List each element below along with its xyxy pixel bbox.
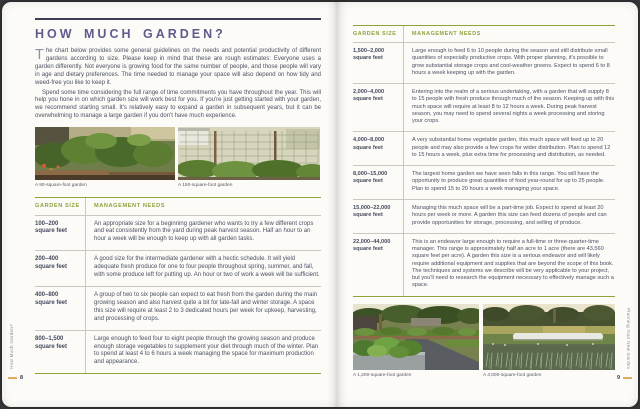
running-margin-text: Planning Your New Garden [626,307,631,369]
size-range: 15,000–22,000 [353,205,391,211]
garden-size-header: GARDEN SIZE [353,31,397,37]
field-garden-rows-image [483,304,615,370]
folio-dash [623,377,632,379]
management-needs-cell: Entering into the realm of a serious undertaking, with a garden that will supply 8 to 15 people with fresh produce through much of the season. Keeping up with this much space will require at least 8 to 12 hours a week. During peak harvest season, you may need to spend several nights a week processing and storing your crops. [403,83,615,131]
management-needs-cell: The largest home garden we have seen falls in this range. You will have the opportunity to produce great quantities of food year-round for up to 25 people. Plan to spend 15 to 20 hours a week managing your space. [403,165,615,199]
management-needs-header: MANAGEMENT NEEDS [85,198,321,214]
book-spread [2,2,638,407]
size-unit: square feet [353,212,383,219]
table-row [35,286,321,330]
size-range: 22,000–44,000 [353,238,391,245]
table-row [353,199,615,233]
raised-bed-garden-image [35,127,175,180]
table-row [353,131,615,165]
management-needs-cell: A group of two to six people can expect to eat fresh from the garden during the main growing season and also harvest quite a bit for late-fall and winter storage. A space this size will require at least 2 to 3 dedicated hours per week for upkeep, harvesting, and processing of crops. [85,286,321,330]
size-range: 800–1,500 [35,335,64,342]
management-needs-cell: Large enough to feed 6 to 10 people during the season and still distribute small quantities of especially productive crops. With proper planning, it's possible to grow substantial storage crops and cool-weather greens. Expect to spend 6 to 8 hours a week keeping up with the garden. [403,42,615,83]
management-needs-cell: A very substantial home vegetable garden, this much space will feed up to 20 people and may also provide a few crops for wider distribution. Plan to spend 12 to 15 hours a week, plus extra time for processing and distribution, as needed. [403,131,615,165]
size-range: 200–400 [35,256,59,263]
size-unit: square feet [353,55,383,62]
intro-paragraph-1 [35,48,321,88]
section-title: HOW MUCH GARDEN? [35,27,226,41]
size-range: 8,000–15,000 [353,171,388,178]
management-needs-header: MANAGEMENT NEEDS [403,26,615,42]
photo-90-square-foot-garden [35,127,175,180]
table-row [353,165,615,199]
size-unit: square feet [35,228,68,235]
table-row [35,330,321,374]
management-needs-cell: This is an endeavor large enough to require a full-time or three-quarter-time manager. This range is approximately half an acre to 1 acre (there are 43,560 square feet per acre). A garden this size is a serious endeavor and will likely require additional equipment and supplies that are beyond the scope of this book. The techniques and systems we describe will be very applicable to your project, but you'll need to research the equipment necessary to effectively manage such a space. [403,233,615,296]
garden-size-cell [35,250,85,286]
size-range: 2,000–4,000 [353,89,385,96]
garden-size-cell [353,83,403,131]
photo-caption: A 1,200-square-foot garden [353,372,412,378]
formal-raised-bed-garden-image [353,304,479,370]
fenced-garden-image [178,127,320,180]
size-range: 100–200 [35,220,59,227]
photo-4000-square-foot-garden [483,304,615,370]
photo-caption: A 90-square-foot garden [35,183,87,189]
table-row [353,83,615,131]
garden-size-cell [353,131,403,165]
size-unit: square feet [353,96,383,103]
size-range: 1,500–2,000 [353,48,385,55]
table-row [35,215,321,251]
table-row [353,42,615,83]
garden-size-cell [353,165,403,199]
garden-size-table-left [35,197,321,374]
running-margin-text: How Much Garden? [9,324,14,369]
size-range: 4,000–8,000 [353,137,385,144]
garden-size-cell [35,215,85,251]
size-unit: square feet [35,264,68,271]
size-range: 400–800 [35,291,59,298]
management-needs-cell: Large enough to feed four to eight people through the growing season and produce enough storage vegetables to supplement your diet through much of the winter. Plan to spend at least 4 to 6 hours a week managing the space for maximum production and appearance. [85,330,321,374]
garden-size-header: GARDEN SIZE [35,203,80,210]
size-unit: square feet [353,246,383,253]
left-photo-row [35,127,321,180]
garden-size-cell [35,330,85,374]
table-row [35,250,321,286]
garden-size-table-right [353,25,615,297]
size-unit: square feet [35,299,68,306]
right-caption-row [353,373,615,378]
drop-cap: T [35,47,44,63]
left-caption-row [35,183,321,188]
page-folio [617,376,632,382]
size-unit: square feet [353,144,383,151]
folio-dash [8,377,17,379]
right-page [336,2,638,407]
intro-paragraph-2: Spend some time considering the full range of time commitments you have throughout the year. This will help you hone in on which garden size will work best for you. If you're just getting started with your garden, we recommend starting small. It's relatively easy to expand a garden in subsequent years, but it can be overwhelming to manage a large garden if you don't have much experience. [35,89,321,120]
intro-paragraph-1-text: he chart below provides some general guidelines on the needs and potential productivity of different gardens according to size. Please keep in mind that these are rough estimates: Everyone uses a garden differently. Not everyone is growing food for the same number of people, and those people will vary in age and dietary preferences. The time needed to manage your space will also depend on how tidy and weed-free you like to keep it. [35,48,321,86]
garden-size-cell [353,199,403,233]
management-needs-cell: Managing this much space will be a part-time job. Expect to spend at least 20 hours per week or more. A garden this size can feed dozens of people and can provide opportunities for storage, processing, and selling of produce. [403,199,615,233]
size-unit: square feet [353,178,383,185]
page-number: 8 [20,374,24,381]
title-rule [35,18,321,20]
right-photo-row [353,304,615,370]
garden-size-cell [353,42,403,83]
photo-1200-square-foot-garden [353,304,479,370]
table-header-row [35,198,321,214]
left-page [2,2,336,407]
photo-caption: A 150-square-foot garden [178,183,233,189]
photo-caption: A 4,000-square-foot garden [483,372,542,378]
photo-150-square-foot-garden [178,127,320,180]
management-needs-cell: An appropriate size for a beginning gardener who wants to try a few different crops and eat consistently from the yard during peak harvest season. Half an hour to an hour a week will be enough to keep up with all garden tasks. [85,215,321,251]
garden-size-cell [353,233,403,296]
table-row [353,233,615,296]
table-header-row [353,26,615,42]
management-needs-cell: A good size for the intermediate gardener with a hectic schedule. It will yield adequate fresh produce for one to four people throughout spring, summer, and fall, with some produce left for putting up. An hour or two of work a week will be sufficient. [85,250,321,286]
garden-size-cell [35,286,85,330]
size-unit: square feet [35,343,68,350]
page-number: 9 [616,374,620,381]
page-folio [8,376,23,382]
